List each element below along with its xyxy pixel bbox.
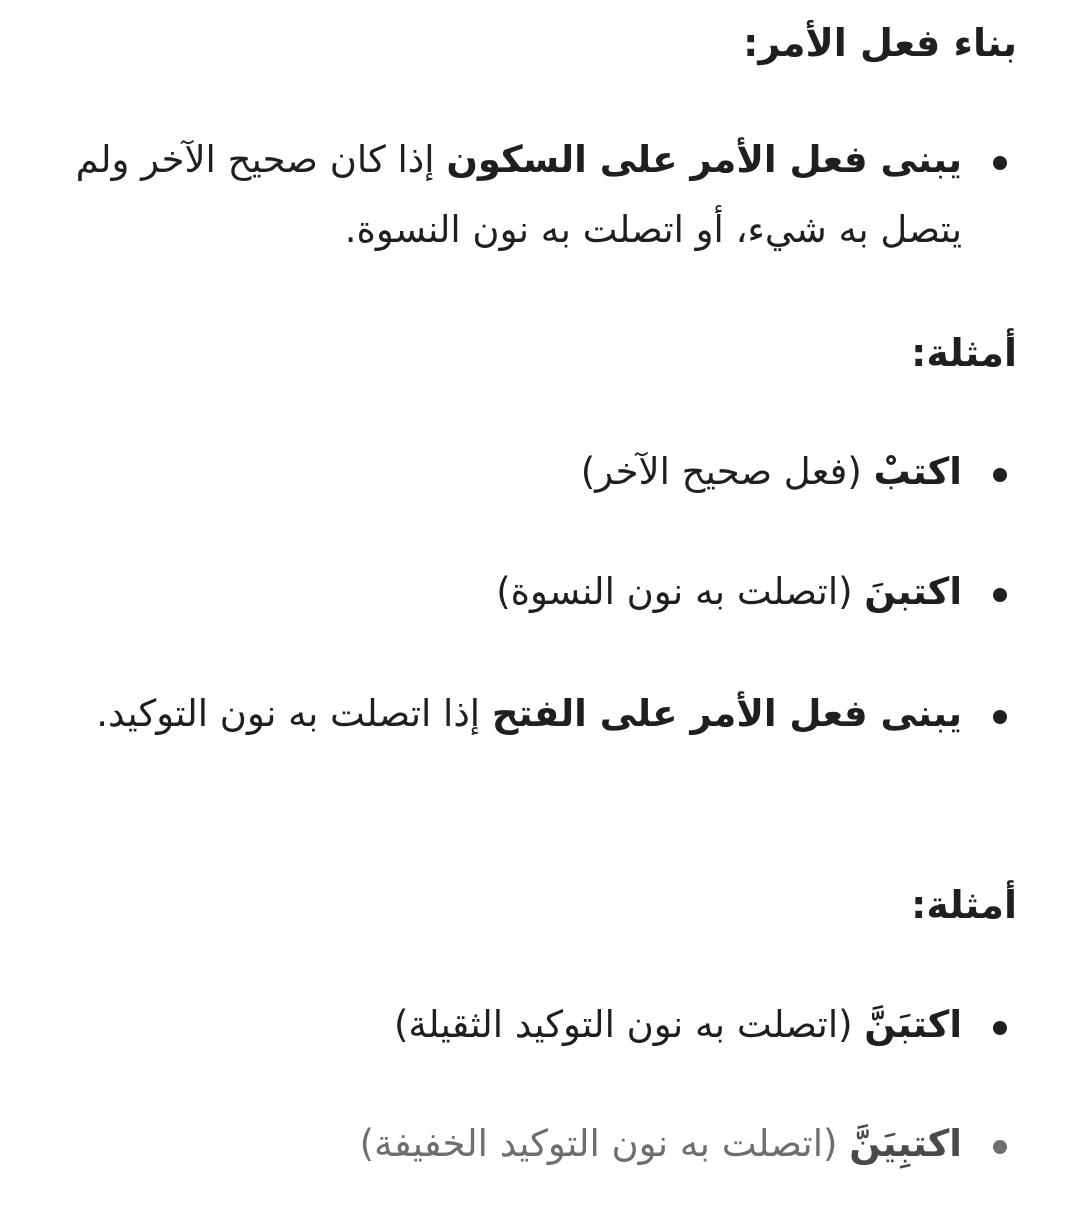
rule-sukun bbox=[71, 125, 1017, 265]
bullet-icon bbox=[993, 156, 1007, 170]
example-verb: اكتبنَ bbox=[864, 570, 962, 613]
bullet-icon bbox=[993, 1140, 1007, 1154]
bullet-icon bbox=[993, 1021, 1007, 1035]
bullet-icon bbox=[993, 710, 1007, 724]
example-note: (فعل صحيح الآخر) bbox=[580, 450, 874, 493]
example-item bbox=[71, 990, 1017, 1060]
example-verb: اكتبْ bbox=[873, 450, 962, 493]
examples-label: أمثلة: bbox=[911, 883, 1017, 927]
example-item bbox=[71, 1109, 1017, 1179]
bullet-icon bbox=[993, 468, 1007, 482]
example-verb: اكتبِيَنَّ bbox=[849, 1122, 962, 1165]
bullet-icon bbox=[993, 588, 1007, 602]
rule-sukun-text: إذا كان صحيح الآخر ولم يتصل به شيء، أو اتصلت به نون النسوة. bbox=[75, 138, 962, 251]
rule-fath-bold: يبنى فعل الأمر على الفتح bbox=[491, 692, 962, 735]
rule-fath-text: إذا اتصلت به نون التوكيد. bbox=[96, 692, 492, 735]
example-item bbox=[71, 437, 1017, 507]
example-note: (اتصلت به نون التوكيد الثقيلة) bbox=[393, 1003, 865, 1046]
example-note: (اتصلت به نون النسوة) bbox=[496, 570, 865, 613]
rule-sukun-bold: يبنى فعل الأمر على السكون bbox=[446, 138, 962, 181]
example-item bbox=[71, 557, 1017, 627]
section-heading: بناء فعل الأمر: bbox=[743, 21, 1017, 65]
rule-fath bbox=[71, 679, 1017, 749]
examples-label: أمثلة: bbox=[911, 331, 1017, 375]
example-note: (اتصلت به نون التوكيد الخفيفة) bbox=[359, 1122, 850, 1165]
example-verb: اكتبَنَّ bbox=[864, 1003, 962, 1046]
